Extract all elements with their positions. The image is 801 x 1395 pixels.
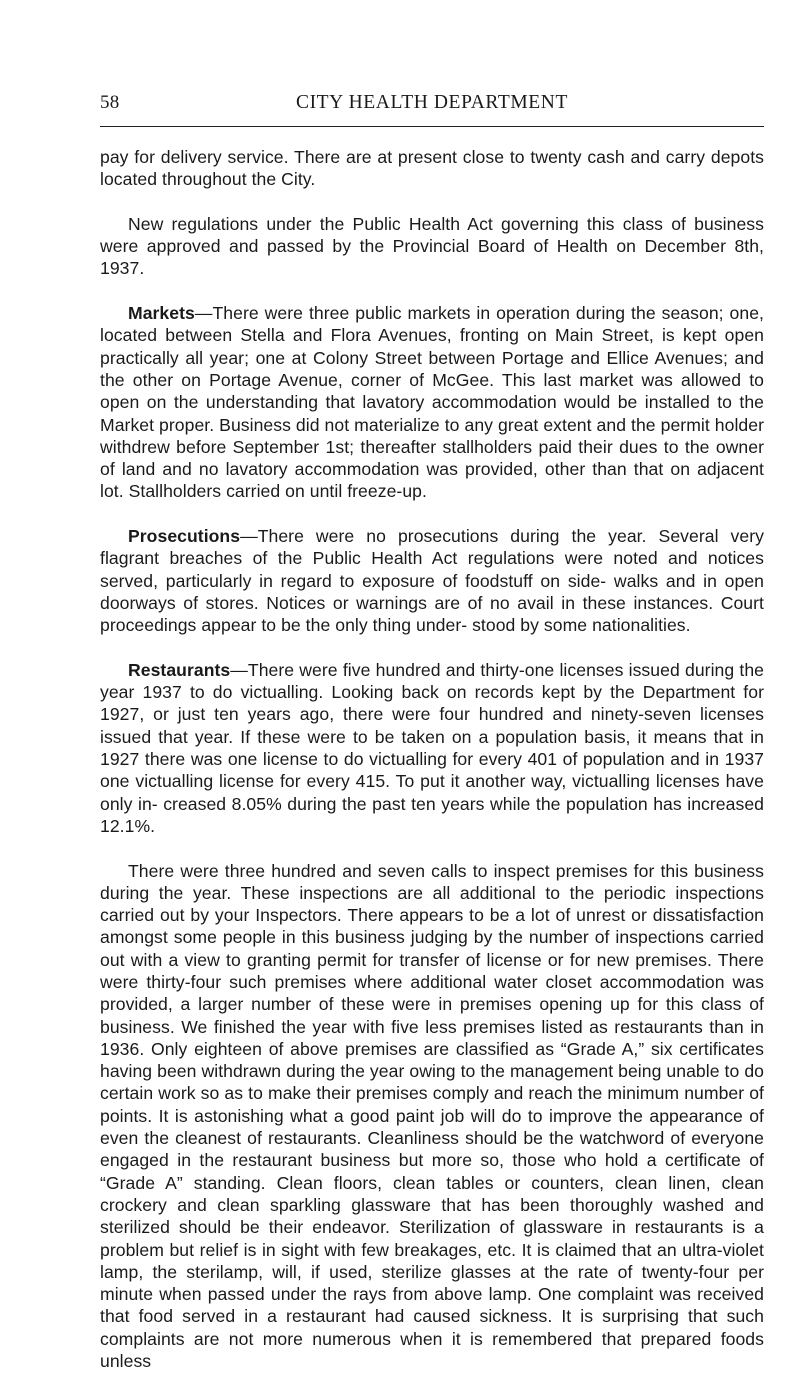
paragraph <box>100 213 764 280</box>
page-header <box>100 92 764 122</box>
paragraph-prosecutions <box>100 525 764 636</box>
paragraph-text: —There were five hundred and thirty-one licenses issued during the year 1937 to do victualling. Looking back on records kept by the Department for 1927, or just ten years ago, there were four hundred and ninety-seven licenses issued that year. If these were to be taken on a population basis, it means that in 1927 there was one license to do victualling for every 401 of population and in 1937 one victualling license for every 415. To put it another way, victualling licenses have only in- creased 8.05% during the past ten years while the population has increased 12.1%. <box>100 659 764 836</box>
paragraph-text: There were three hundred and seven calls to inspect premises for this business during the year. These inspections are all additional to the periodic inspections carried out by your Inspectors. There appears to be a lot of unrest or dissatisfaction amongst some people in this business judging by the number of inspections carried out with a view to granting permit for transfer of license or for new premises. There were thirty-four such premises where additional water closet accommodation was provided, a larger number of these were in premises opening up for this class of business. We finished the year with five less premises listed as restaurants than in 1936. Only eighteen of above premises are classified as “Grade A,” six certificates having been withdrawn during the year owing to the management being unable to do certain work so as to make their premises comply and reach the minimum number of points. It is astonishing what a good paint job will do to improve the appearance of even the cleanest of restaurants. Cleanliness should be the watchword of everyone engaged in the restaurant business but more so, those who hold a certificate of “Grade A” standing. Clean floors, clean tables or counters, clean linen, clean crockery and clean sparkling glassware that has been thoroughly washed and sterilized should be their endeavor. Sterilization of glassware in restaurants is a problem but relief is in sight with few breakages, etc. It is claimed that an ultra-violet lamp, the sterilamp, will, if used, sterilize glasses at the rate of twenty-four per minute when passed under the rays from above lamp. One complaint was received that food served in a restaurant had caused sickness. It is surprising that such complaints are not more numerous when it is remembered that prepared foods unless <box>100 860 764 1372</box>
paragraph-restaurants <box>100 659 764 837</box>
paragraph-text: pay for delivery service. There are at present close to twenty cash and carry depots located throughout the City. <box>100 147 764 190</box>
section-heading: Markets <box>128 303 195 324</box>
paragraph-text: —There were no prosecutions during the year. Several very flagrant breaches of the Public Health Act regulations were noted and notices served, particularly in regard to exposure of foodstuff on side- walks and in open doorways of stores. Notices or warnings are of no avail in these instances. Court proceedings appear to be the only thing under- stood by some nationalities. <box>100 526 764 636</box>
paragraph-text: —There were three public markets in operation during the season; one, located between Stella and Flora Avenues, fronting on Main Street, is kept open practically all year; one at Colony Street between Portage and Ellice Avenues; and the other on Portage Avenue, corner of McGee. This last market was allowed to open on the understanding that lavatory accommodation would be installed to the Market proper. Business did not materialize to any great extent and the permit holder withdrew before September 1st; thereafter stallholders paid their dues to the owner of land and no lavatory accommodation was provided, other than that on adjacent lot. Stallholders carried on until freeze-up. <box>100 303 764 502</box>
paragraph <box>100 860 764 1373</box>
section-heading: Prosecutions <box>128 526 241 547</box>
paragraph-text: New regulations under the Public Health Act governing this class of business were approved and passed by the Provincial Board of Health on December 8th, 1937. <box>100 213 764 279</box>
paragraph-markets <box>100 302 764 503</box>
paragraph <box>100 146 764 191</box>
page-number: 58 <box>100 92 120 113</box>
header-rule <box>100 126 764 127</box>
running-title: CITY HEALTH DEPARTMENT <box>295 92 569 113</box>
section-heading: Restaurants <box>128 659 231 680</box>
body-text <box>100 146 764 1395</box>
